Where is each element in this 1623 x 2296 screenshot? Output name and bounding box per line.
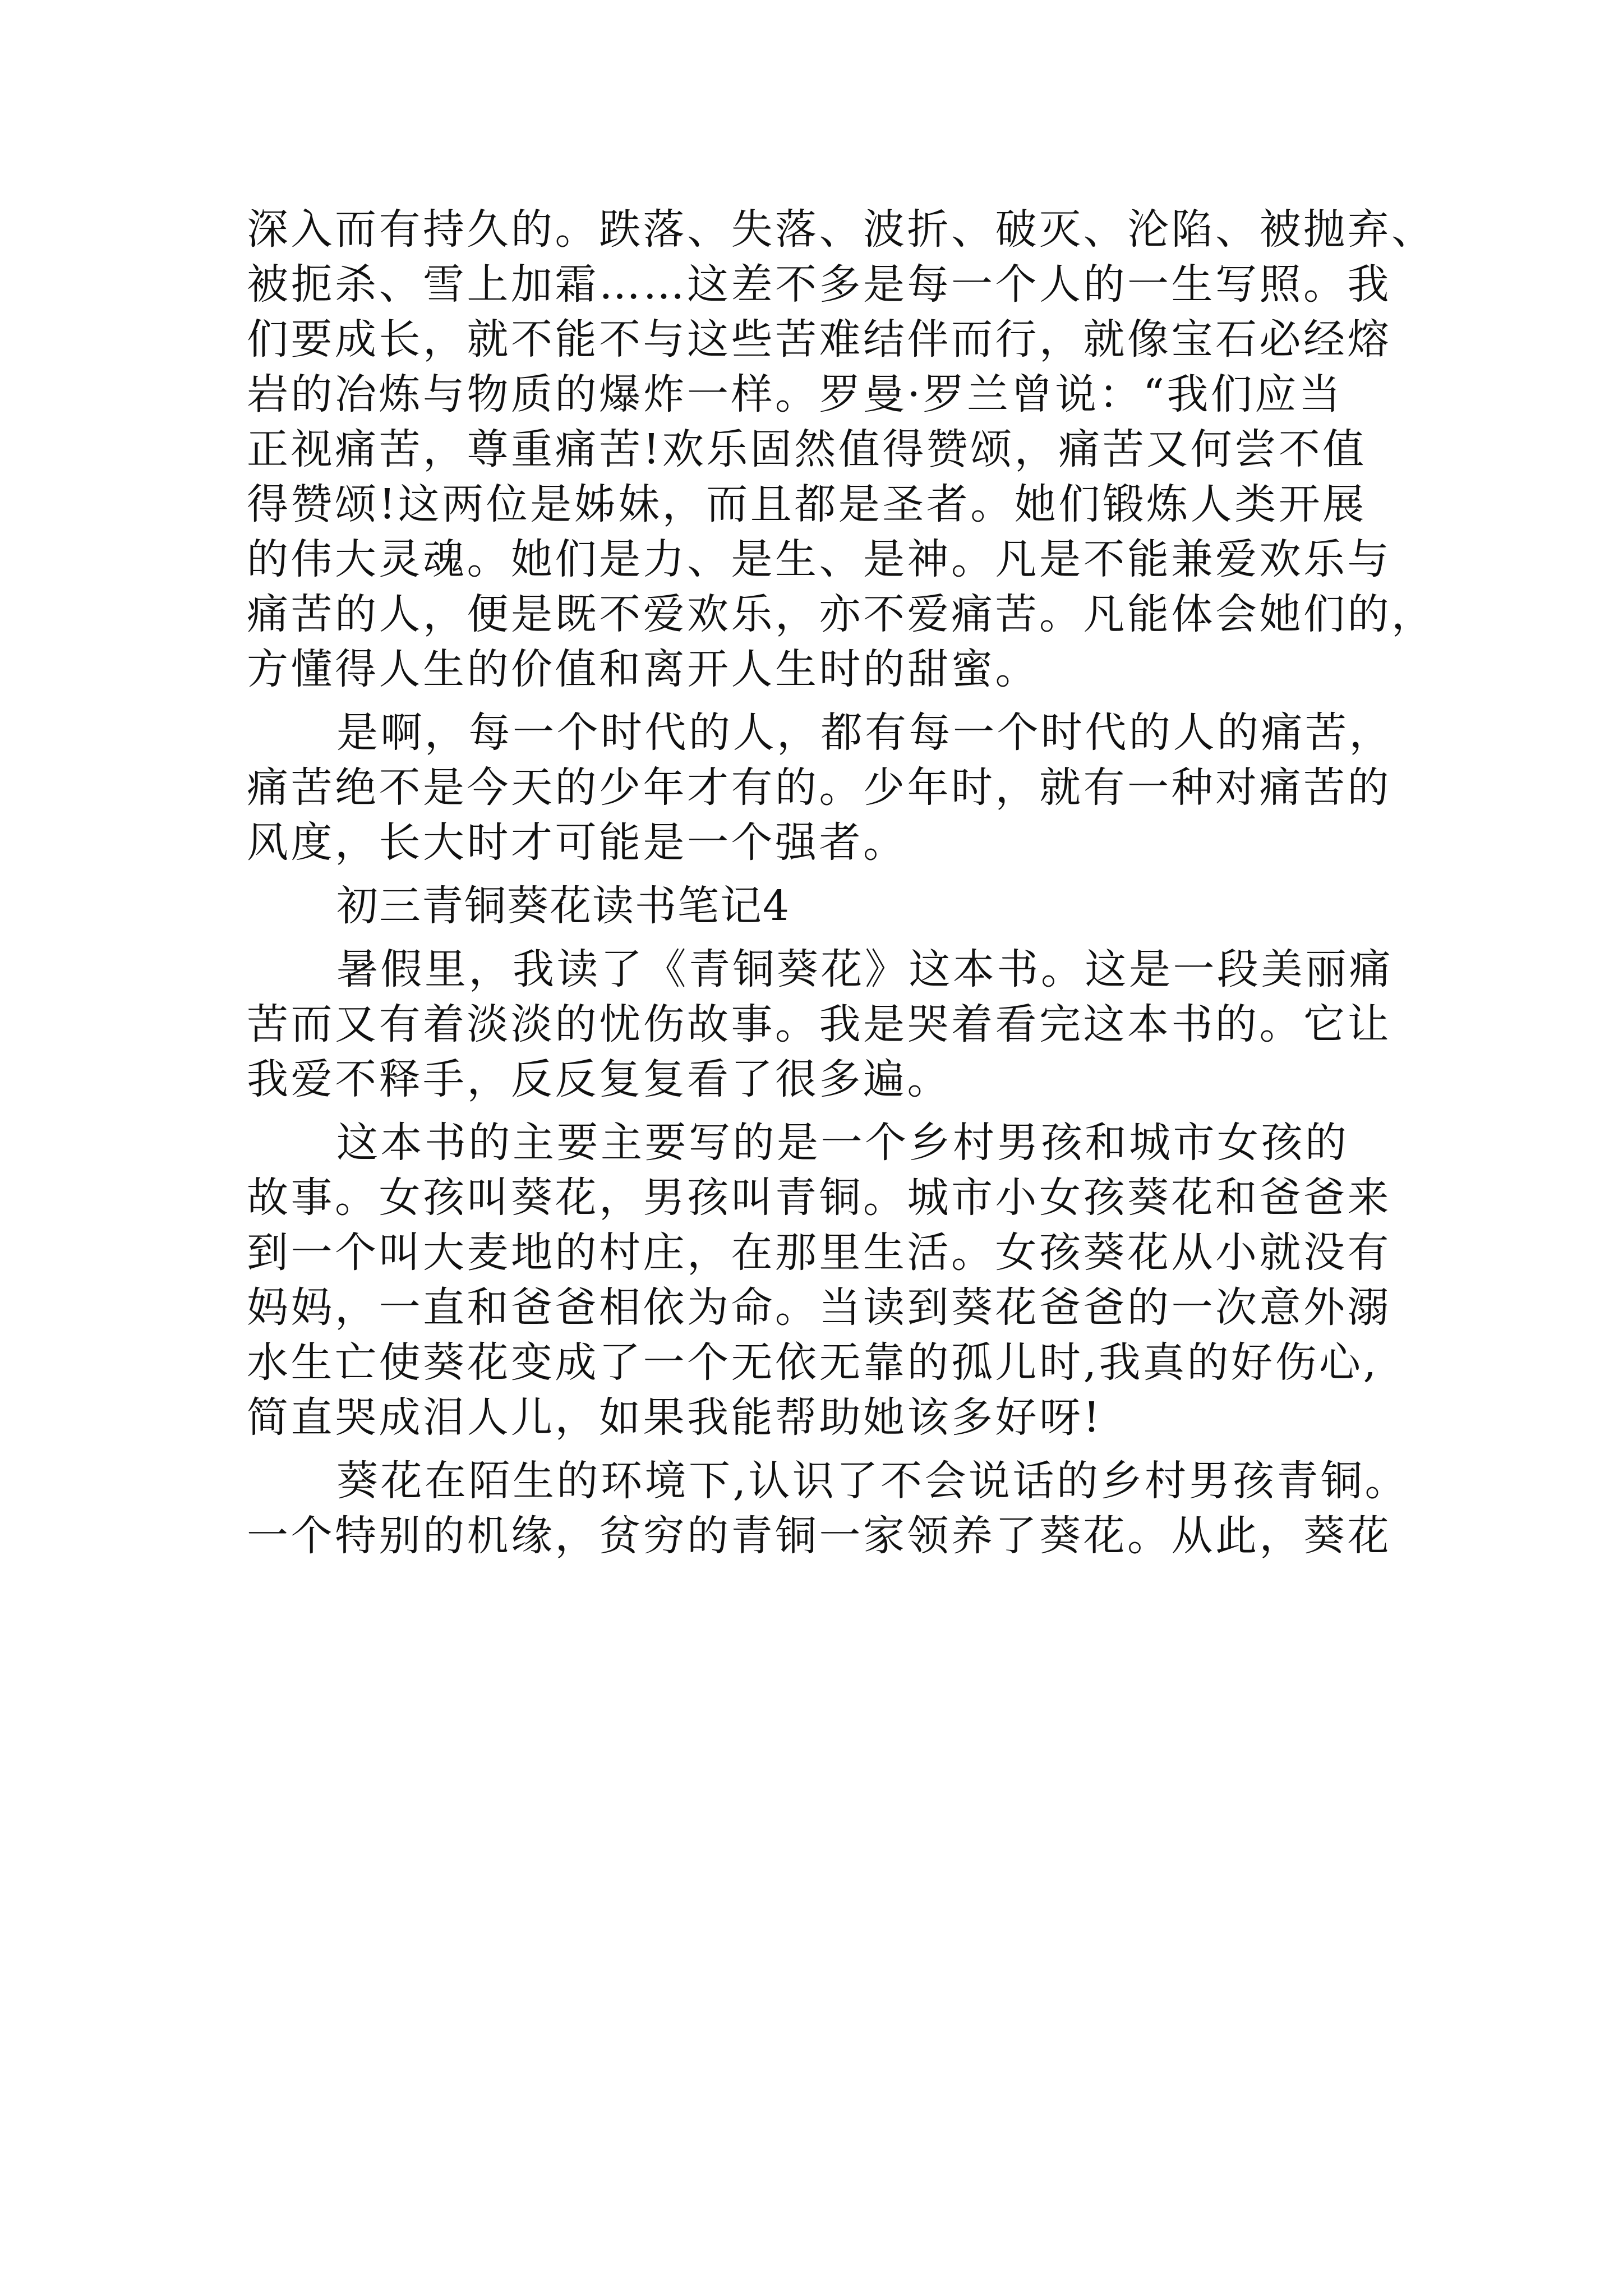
text-line: 痛苦绝不是今天的少年才有的。少年时，就有一种对痛苦的 [247,763,1391,812]
text-line: 被扼杀、雪上加霜……这差不多是每一个人的一生写照。我 [247,260,1391,309]
text-line: 妈妈，一直和爸爸相依为命。当读到葵花爸爸的一次意外溺 [247,1283,1391,1332]
text-line: 正视痛苦，尊重痛苦!欢乐固然值得赞颂，痛苦又何尝不值 [247,425,1367,473]
text-line: 深入而有持久的。跌落、失落、波折、破灭、沦陷、被抛弃、 [247,205,1436,254]
text-line: 这本书的主要主要写的是一个乡村男孩和城市女孩的 [336,1119,1349,1167]
text-line: 们要成长，就不能不与这些苦难结伴而行，就像宝石必经熔 [247,315,1391,364]
text-line: 是啊，每一个时代的人，都有每一个时代的人的痛苦， [336,708,1393,757]
paragraph-3 [247,945,1393,1103]
text-line: 痛苦的人，便是既不爱欢乐，亦不爱痛苦。凡能体会她们的， [247,590,1436,638]
text-line: 到一个叫大麦地的村庄，在那里生活。女孩葵花从小就没有 [247,1228,1391,1277]
text-line: 葵花在陌生的环境下,认识了不会说话的乡村男孩青铜。 [336,1457,1409,1505]
paragraph-2 [247,708,1393,867]
text-line: 一个特别的机缘，贫穷的青铜一家领养了葵花。从此，葵花 [247,1512,1391,1560]
text-line: 风度，长大时才可能是一个强者。 [247,818,907,867]
text-line: 苦而又有着淡淡的忧伤故事。我是哭着看完这本书的。它让 [247,1000,1391,1048]
text-line: 水生亡使葵花变成了一个无依无靠的孤儿时,我真的好伤心, [247,1338,1379,1387]
text-line: 方懂得人生的价值和离开人生时的甜蜜。 [247,645,1039,693]
text-line: 岩的冶炼与物质的爆炸一样。罗曼·罗兰曾说：“我们应当 [247,370,1343,418]
paragraph-5 [247,1457,1409,1560]
document-page [247,205,1436,1570]
section-heading [247,882,1391,930]
text-line: 的伟大灵魂。她们是力、是生、是神。凡是不能兼爱欢乐与 [247,535,1391,583]
text-line: 故事。女孩叫葵花，男孩叫青铜。城市小女孩葵花和爸爸来 [247,1174,1391,1222]
text-line: 暑假里，我读了《青铜葵花》这本书。这是一段美丽痛 [336,945,1393,993]
paragraph-1 [247,205,1436,693]
paragraph-4 [247,1119,1391,1442]
text-line: 我爱不释手，反反复复看了很多遍。 [247,1055,951,1103]
section-title: 初三青铜葵花读书笔记4 [336,882,791,930]
text-line: 简直哭成泪人儿，如果我能帮助她该多好呀! [247,1393,1103,1442]
text-line: 得赞颂!这两位是姊妹，而且都是圣者。她们锻炼人类开展 [247,480,1367,528]
